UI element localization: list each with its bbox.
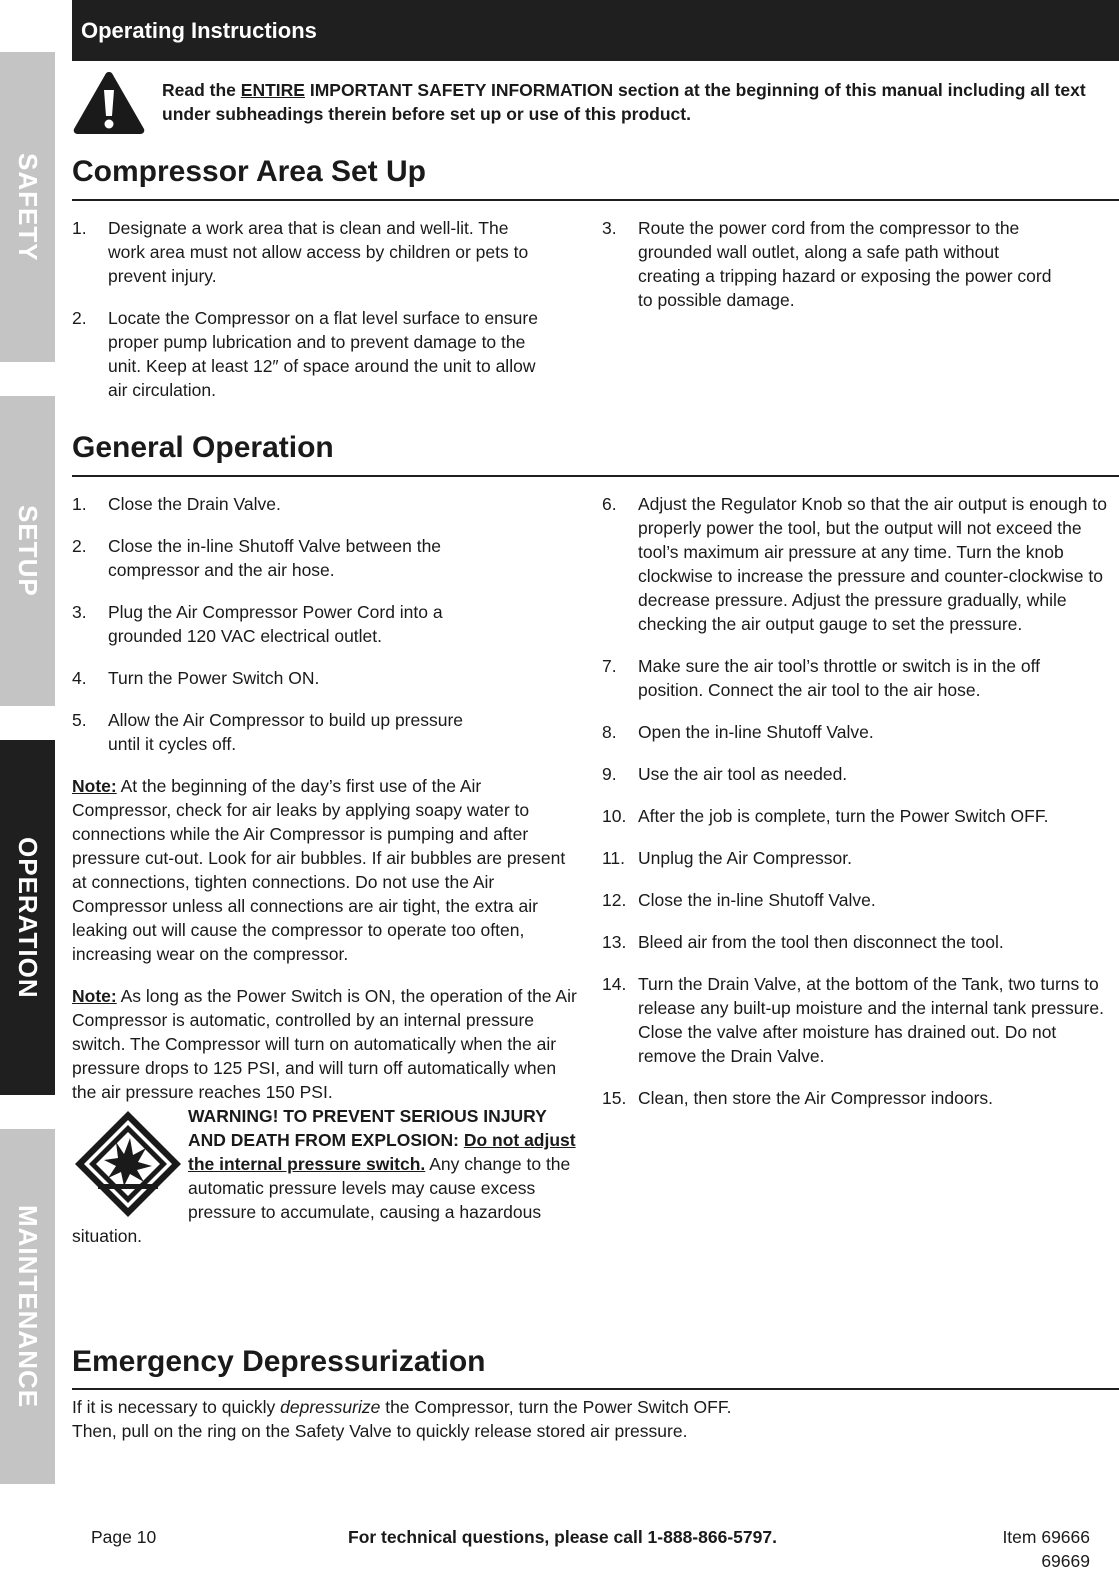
list-item-text: Close the Drain Valve. <box>108 494 281 514</box>
side-tab-label: SETUP <box>13 505 43 597</box>
note-automatic-operation <box>72 984 580 1104</box>
list-item-number: 1. <box>72 494 87 514</box>
emergency-text <box>72 1395 1112 1443</box>
list-item-text: Clean, then store the Air Compressor indoors. <box>638 1088 994 1108</box>
page-title: Operating Instructions <box>81 18 317 43</box>
side-tab-label: MAINTENANCE <box>13 1204 43 1409</box>
section-title-general-operation: General Operation <box>72 431 334 464</box>
list-item-number: 8. <box>602 722 617 742</box>
list-item-number: 2. <box>72 308 87 328</box>
side-tab-maintenance <box>0 1129 55 1484</box>
emergency-line-1-emphasis: depressurize <box>280 1397 381 1417</box>
safety-notice-emphasis: ENTIRE <box>240 80 305 100</box>
list-item-number: 11. <box>602 848 626 868</box>
list-item-number: 10. <box>602 806 627 826</box>
list-item <box>72 492 482 516</box>
emergency-line-1-post: the Compressor, turn the Power Switch OFF. <box>380 1397 732 1417</box>
list-item <box>602 654 1110 702</box>
list-item-text: Plug the Air Compressor Power Cord into a grounded 120 VAC electrical outlet. <box>108 602 443 646</box>
list-item <box>72 708 482 756</box>
list-item-number: 3. <box>72 602 87 622</box>
footer-page-number: Page 10 <box>91 1527 157 1547</box>
note-text: As long as the Power Switch is ON, the operation of the Air Compressor is automatic, controlled by an internal pressure switch. The Compressor will turn on automatically when the air pressure drops to 125 PSI, and will turn off automatically when the air pressure reaches 150 PSI. <box>72 986 577 1102</box>
list-item-number: 15. <box>602 1088 627 1108</box>
page-header <box>72 0 1119 61</box>
emergency-line-1-pre: If it is necessary to quickly <box>72 1397 281 1417</box>
list-item-text: Route the power cord from the compressor to the grounded wall outlet, along a safe path without creating a tripping hazard or exposing the power cord to possible damage. <box>638 218 1052 310</box>
list-item-text: Designate a work area that is clean and well-lit. The work area must not allow access by children or pets to prevent injury. <box>108 218 529 286</box>
list-item <box>602 972 1110 1068</box>
list-item <box>602 804 1110 828</box>
list-item <box>602 846 1110 870</box>
list-item-number: 14. <box>602 974 627 994</box>
area-setup-right-column <box>602 216 1062 330</box>
section-divider <box>72 475 1119 477</box>
note-air-leaks <box>72 774 580 966</box>
side-tab-label: OPERATION <box>13 836 43 999</box>
list-item-text: After the job is complete, turn the Power Switch OFF. <box>638 806 1049 826</box>
side-tab-safety <box>0 52 55 362</box>
warning-emphasis: Do not adjust the internal pressure switch. <box>188 1130 576 1174</box>
emergency-line-1 <box>72 1395 1112 1419</box>
list-item-text: Use the air tool as needed. <box>638 764 848 784</box>
footer-support-line: For technical questions, please call 1-888-866-5797. <box>348 1527 777 1547</box>
list-item <box>72 534 482 582</box>
emergency-line-2: Then, pull on the ring on the Safety Valve to quickly release stored air pressure. <box>72 1421 688 1441</box>
warning-triangle-icon <box>72 70 146 136</box>
list-item-text: Bleed air from the tool then disconnect the tool. <box>638 932 1004 952</box>
safety-notice-text <box>162 78 1112 126</box>
note-text: At the beginning of the day’s first use of the Air Compressor, check for air leaks by applying soapy water to connections while the Air Compressor is pumping and after pressure cut-out. Look for air bubbles. If air bubbles are present at connections, tighten connections. Do not use the Air Compressor unless all connections are air tight, the extra air leaking out will cause the compressor to operate too often, increasing wear on the compressor. <box>72 776 566 964</box>
list-item <box>602 930 1110 954</box>
list-item-number: 4. <box>72 668 87 688</box>
note-label: Note: <box>72 986 117 1006</box>
section-title-area-setup: Compressor Area Set Up <box>72 155 426 188</box>
explosion-hazard-icon <box>72 1108 184 1220</box>
list-item-text: Make sure the air tool’s throttle or switch is in the off position. Connect the air tool to the air hose. <box>638 656 1041 700</box>
list-item <box>72 306 542 402</box>
list-item-number: 2. <box>72 536 87 556</box>
footer-item-line-1: Item 69666 <box>1002 1527 1090 1547</box>
list-item-text: Unplug the Air Compressor. <box>638 848 852 868</box>
list-item-text: Turn the Drain Valve, at the bottom of the Tank, two turns to release any built-up moisture and the internal tank pressure. Close the valve after moisture has drained out. Do not remove the Drain Valve. <box>638 974 1104 1066</box>
section-divider <box>72 199 1119 201</box>
general-operation-left-column <box>72 492 580 1248</box>
side-tab-label: SAFETY <box>13 152 43 262</box>
list-item-number: 6. <box>602 494 617 514</box>
list-item-text: Turn the Power Switch ON. <box>108 668 320 688</box>
footer-item-line-2: 69669 <box>1041 1551 1090 1571</box>
side-tab-setup <box>0 396 55 706</box>
safety-notice-pre: Read the <box>162 80 241 100</box>
list-item <box>602 762 1110 786</box>
list-item <box>602 1086 1110 1110</box>
list-item <box>602 888 1110 912</box>
list-item-text: Open the in-line Shutoff Valve. <box>638 722 874 742</box>
list-item-number: 13. <box>602 932 627 952</box>
list-item-number: 3. <box>602 218 617 238</box>
list-item <box>72 666 482 690</box>
warning-text: Any change to the automatic pressure levels may cause excess pressure to accumulate, causing a hazardous situation. <box>72 1154 571 1246</box>
list-item-text: Allow the Air Compressor to build up pressure until it cycles off. <box>108 710 464 754</box>
general-operation-right-column <box>602 492 1110 1128</box>
list-item-number: 9. <box>602 764 617 784</box>
explosion-warning <box>72 1104 580 1248</box>
warning-heading: WARNING! TO PREVENT SERIOUS INJURY AND DEATH FROM EXPLOSION: <box>188 1106 547 1150</box>
list-item <box>72 216 542 288</box>
list-item-text: Close the in-line Shutoff Valve. <box>638 890 876 910</box>
list-item <box>602 720 1110 744</box>
list-item-number: 7. <box>602 656 617 676</box>
safety-notice-post: IMPORTANT SAFETY INFORMATION section at the beginning of this manual including all text under subheadings therein before set up or use of this product. <box>162 80 1086 124</box>
list-item-number: 5. <box>72 710 87 730</box>
section-divider <box>72 1388 1119 1390</box>
list-item-text: Adjust the Regulator Knob so that the air output is enough to properly power the tool, but the output will not exceed the tool’s maximum air pressure at any time. Turn the knob clockwise to increase the pressure and counter-clockwise to decrease pressure. Adjust the pressure gradually, while checking the air output gauge to set the pressure. <box>638 494 1107 634</box>
safety-notice <box>72 68 1112 138</box>
section-title-emergency: Emergency Depressurization <box>72 1345 486 1378</box>
footer-item-numbers <box>980 1525 1090 1573</box>
list-item <box>602 216 1062 312</box>
list-item <box>602 492 1110 636</box>
list-item-number: 12. <box>602 890 627 910</box>
list-item <box>72 600 482 648</box>
side-tab-operation <box>0 740 55 1095</box>
list-item-text: Locate the Compressor on a flat level surface to ensure proper pump lubrication and to prevent damage to the unit. Keep at least 12″ of space around the unit to allow air circulation. <box>108 308 538 400</box>
list-item-text: Close the in-line Shutoff Valve between the compressor and the air hose. <box>108 536 442 580</box>
list-item-number: 1. <box>72 218 87 238</box>
note-label: Note: <box>72 776 117 796</box>
area-setup-left-column <box>72 216 542 420</box>
